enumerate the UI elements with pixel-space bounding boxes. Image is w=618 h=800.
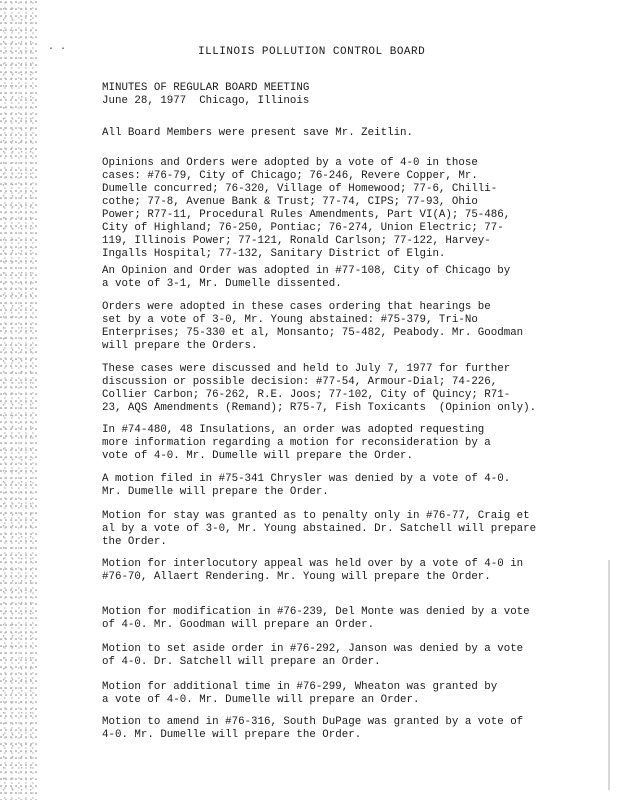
- scan-edge-line: [608, 560, 610, 790]
- paragraph-hearings-set: Orders were adopted in these cases ordering that hearings be set by a vote of 3-0, Mr. Young abstained: #75-379, Tri-No Enterprises; 75-330 et al, Monsanto; 75-482, Peabody. Mr. Goodman will prepare the Orders.: [102, 301, 524, 352]
- paragraph-interlocutory-appeal: Motion for interlocutory appeal was held over by a vote of 4-0 in #76-70, Allaert Rendering. Mr. Young will prepare the Order.: [102, 558, 524, 583]
- paragraph-del-monte: Motion for modification in #76-239, Del Monte was denied by a vote of 4-0. Mr. Goodman will prepare an Order.: [102, 606, 530, 631]
- paragraph-south-dupage: Motion to amend in #76-316, South DuPage was granted by a vote of 4-0. Mr. Dumelle will prepare the Order.: [102, 716, 524, 741]
- scan-edge-noise: [0, 0, 38, 800]
- minutes-header: [102, 82, 590, 108]
- paragraph-held-cases: These cases were discussed and held to July 7, 1977 for further discussion or possible decision: #77-54, Armour-Dial; 74-226, Collier Carbon; 76-262, R.E. Joos; 77-102, City of Quincy; R71- 23, AQS Amendments (Remand); R75-7, Fish Toxicants (Opinion only).: [102, 363, 537, 414]
- paragraph-attendance: All Board Members were present save Mr. Zeitlin.: [102, 127, 414, 139]
- paragraph-opinions-adopted: Opinions and Orders were adopted by a vote of 4-0 in those cases: #76-79, City of Chicago; 76-246, Revere Copper, Mr. Dumelle concurred; 76-320, Village of Homewood; 77-6, Chilli- cothe; 77-8, Avenue Bank & Trust; 77-74, CIPS; 77-93, Ohio Power; R77-11, Procedural Rules Amendments, Part VI(A); 75-486, City of Highland; 76-250, Pontiac; 76-274, Union Electric; 77- 119, Illinois Power; 77-121, Ronald Carlson; 77-122, Harvey- Ingalls Hospital; 77-132, Sanitary District of Elgin.: [102, 157, 511, 260]
- board-title: ILLINOIS POLLUTION CONTROL BOARD: [198, 46, 426, 58]
- paragraph-city-of-chicago: An Opinion and Order was adopted in #77-108, City of Chicago by a vote of 3-1, Mr. Dumelle dissented.: [102, 265, 511, 290]
- paragraph-wheaton: Motion for additional time in #76-299, Wheaton was granted by a vote of 4-0. Mr. Dumelle will prepare an Order.: [102, 681, 498, 706]
- scan-mark: · ·: [48, 44, 67, 55]
- paragraph-insulations: In #74-480, 48 Insulations, an order was adopted requesting more information regarding a motion for reconsideration by a vote of 4-0. Mr. Dumelle will prepare the Order.: [102, 424, 491, 462]
- minutes-title: MINUTES OF REGULAR BOARD MEETING: [102, 82, 310, 94]
- paragraph-chrysler: A motion filed in #75-341 Chrysler was denied by a vote of 4-0. Mr. Dumelle will prepare the Order.: [102, 473, 511, 498]
- paragraph-janson: Motion to set aside order in #76-292, Janson was denied by a vote of 4-0. Dr. Satchell will prepare an Order.: [102, 643, 524, 668]
- meeting-date: June 28, 1977 Chicago, Illinois: [102, 95, 310, 107]
- paragraph-stay: Motion for stay was granted as to penalty only in #76-77, Craig et al by a vote of 3-0, Mr. Young abstained. Dr. Satchell will prepare the Order.: [102, 510, 537, 548]
